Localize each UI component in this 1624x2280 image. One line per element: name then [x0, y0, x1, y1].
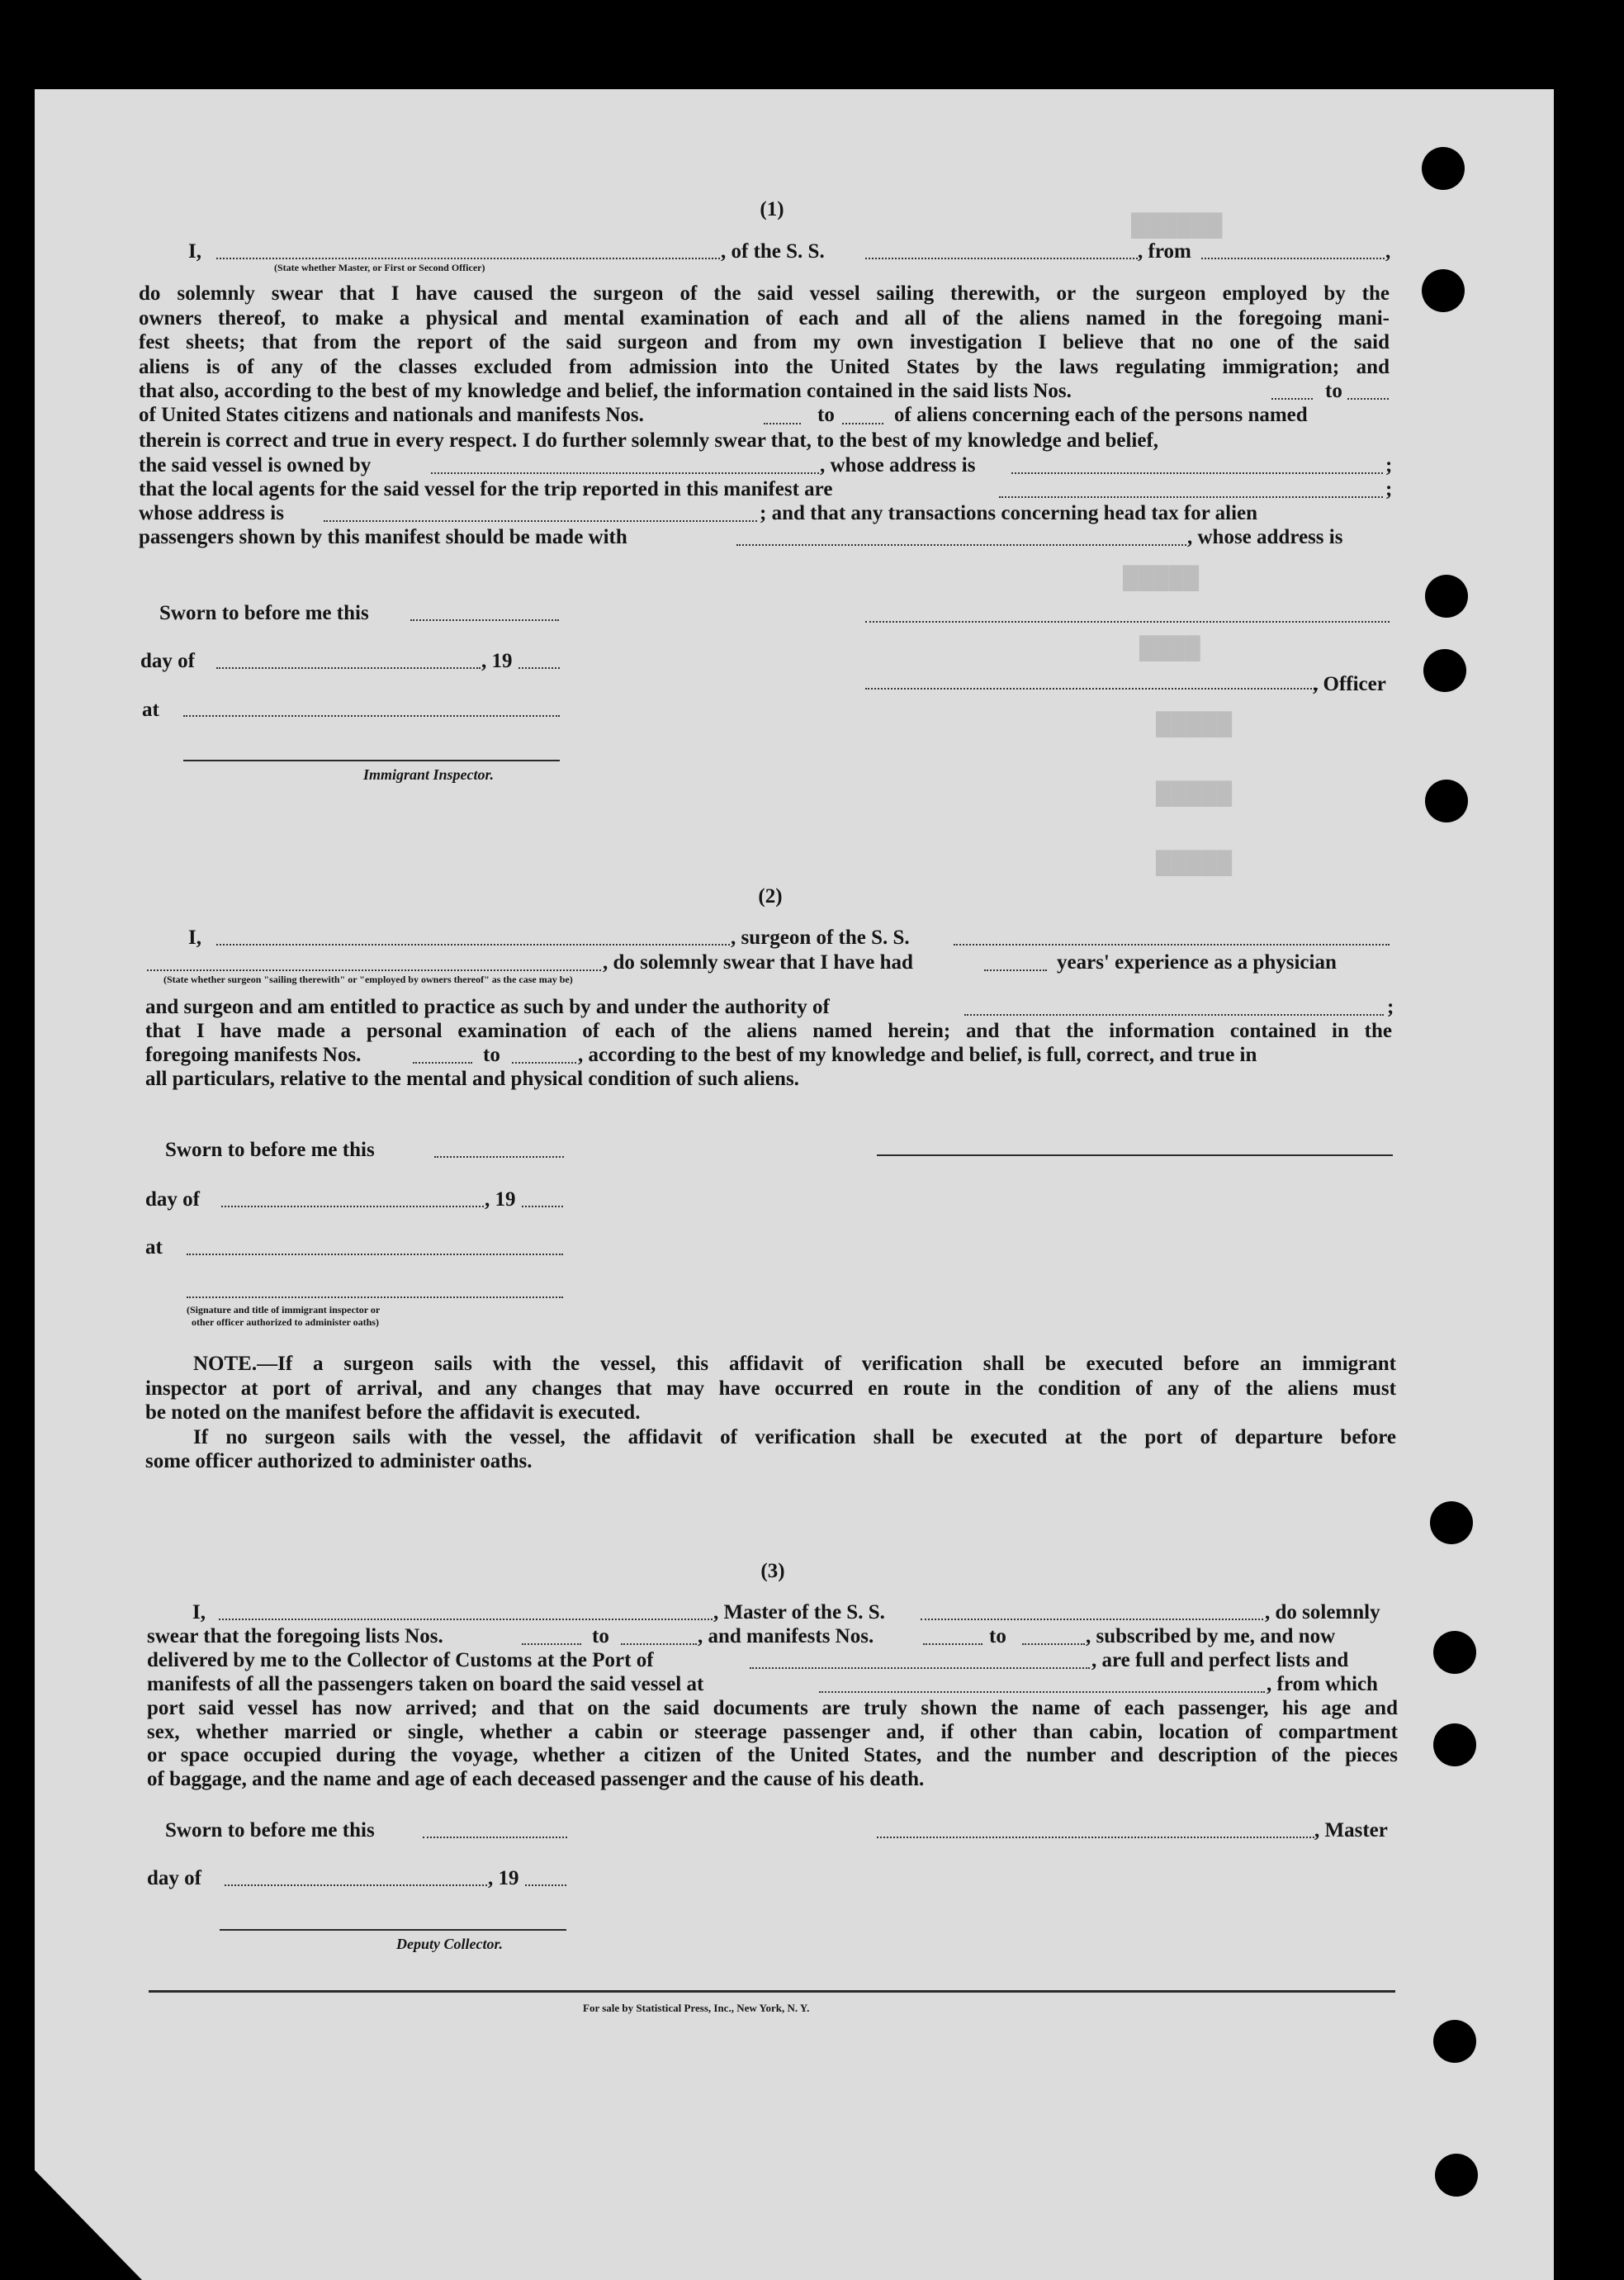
signature-note: other officer authorized to administer oaths): [192, 1316, 379, 1328]
place-field[interactable]: [183, 715, 560, 717]
owner-address-field[interactable]: [1011, 472, 1383, 474]
vessel-name-field[interactable]: [921, 1619, 1263, 1620]
address-label: , whose address is: [820, 454, 976, 476]
day-of-label: day of: [147, 1867, 201, 1889]
semicolon: ;: [1385, 454, 1393, 476]
at-label: at: [142, 699, 159, 721]
deputy-caption: Deputy Collector.: [396, 1936, 503, 1952]
years-text: years' experience as a physician: [1057, 951, 1337, 974]
punch-hole: [1433, 1631, 1476, 1674]
month-field[interactable]: [221, 1206, 484, 1207]
swear-text: , do solemnly swear that I have had: [603, 951, 913, 974]
to-label: to: [989, 1625, 1006, 1647]
surgeon-note: (State whether surgeon "sailing therewith" or "employed by owners thereof" as the case may be): [163, 974, 573, 985]
sworn-date-field[interactable]: [410, 619, 559, 621]
section-2-heading: (2): [758, 885, 783, 908]
master-signature-line[interactable]: [877, 1837, 1314, 1838]
semicolon: ;: [1387, 996, 1394, 1018]
bleed-through: ████: [1139, 636, 1200, 660]
lists-to-field[interactable]: [621, 1643, 697, 1645]
subscribed-text: , subscribed by me, and now: [1086, 1625, 1336, 1647]
footer-rule: [149, 1990, 1395, 1993]
master-label: , Master: [1314, 1819, 1388, 1842]
oath-line: fest sheets; that from the report of the said surgeon and from my own investigation I believe that no one of the said: [139, 331, 1390, 353]
master-of-label: , Master of the S. S.: [713, 1601, 885, 1623]
to-label: to: [817, 404, 835, 426]
particulars-line: all particulars, relative to the mental and physical condition of such aliens.: [145, 1068, 799, 1090]
printer-credit: For sale by Statistical Press, Inc., New York, N. Y.: [583, 2002, 810, 2014]
note-text: —If a surgeon sails with the vessel, this affidavit of verification shall be executed before an immigrant: [257, 1353, 1396, 1375]
note-label: NOTE.: [193, 1353, 258, 1375]
officer-signature-line[interactable]: [187, 1296, 563, 1298]
semicolon: ;: [1385, 478, 1393, 500]
oath-line: or space occupied during the voyage, whether a citizen of the United States, and the number and description of the pieces: [147, 1744, 1398, 1766]
officer-label: , Officer: [1313, 673, 1386, 695]
punch-hole: [1425, 780, 1468, 822]
from-label: , from: [1138, 240, 1191, 263]
agents-text: that the local agents for the said vessel for the trip reported in this manifest are: [139, 478, 833, 500]
sworn-label: Sworn to before me this: [159, 602, 369, 624]
embarkation-port-field[interactable]: [819, 1691, 1265, 1693]
year-field[interactable]: [522, 1206, 563, 1207]
and-manifests-text: , and manifests Nos.: [698, 1625, 874, 1647]
bleed-through: ██████: [1131, 213, 1223, 237]
from-which-text: , from which: [1267, 1673, 1378, 1695]
delivered-text: delivered by me to the Collector of Customs at the Port of: [147, 1649, 654, 1671]
master-oath-paragraph: [147, 1697, 1398, 1791]
oath-line: of baggage, and the name and age of each deceased passenger and the cause of his death.: [147, 1767, 925, 1790]
swear-lists-text: swear that the foregoing lists Nos.: [147, 1625, 443, 1647]
bleed-through: █████: [1156, 781, 1233, 805]
of-aliens-text: of aliens concerning each of the persons named: [894, 404, 1308, 426]
officer-rank-field[interactable]: [216, 258, 720, 259]
sworn-date-field[interactable]: [434, 1156, 564, 1158]
note-line: If no surgeon sails with the vessel, the affidavit of verification shall be executed at the port of departure before: [193, 1425, 1396, 1448]
bleed-through: █████: [1156, 712, 1233, 736]
manifests-from-field[interactable]: [413, 1062, 472, 1064]
i-label: I,: [188, 927, 201, 949]
bleed-through: █████: [1123, 566, 1200, 590]
lists-from-field[interactable]: [522, 1643, 581, 1645]
punch-hole: [1425, 575, 1468, 618]
oath-paragraph: [139, 282, 1390, 379]
do-solemnly-label: , do solemnly: [1265, 1601, 1380, 1623]
oath-line: port said vessel has now arrived; and that on the said documents are truly shown the name of each passenger, his age and: [147, 1697, 1398, 1719]
to-label: to: [483, 1044, 500, 1066]
lists-nos-text: that also, according to the best of my knowledge and belief, the information contained in the said lists Nos.: [139, 380, 1072, 402]
bleed-through: █████: [1156, 851, 1233, 875]
punch-hole: [1430, 1501, 1473, 1544]
port-field[interactable]: [750, 1667, 1090, 1669]
rank-note: (State whether Master, or First or Second Officer): [274, 262, 485, 273]
at-label: at: [145, 1236, 163, 1259]
punch-hole: [1433, 1723, 1476, 1766]
year-label: , 19: [481, 650, 513, 672]
surgeon-name-field[interactable]: [216, 944, 730, 946]
vessel-name-field[interactable]: [865, 258, 1138, 259]
head-tax-text: ; and that any transactions concerning head tax for alien: [760, 502, 1258, 524]
passengers-text: passengers shown by this manifest should be made with: [139, 526, 627, 548]
i-label: I,: [192, 1601, 206, 1623]
signature-note: (Signature and title of immigrant inspector or: [187, 1304, 381, 1315]
authority-field[interactable]: [964, 1014, 1384, 1016]
address-label: , whose address is: [1187, 526, 1343, 548]
month-field[interactable]: [225, 1884, 487, 1886]
manifests-from-field[interactable]: [923, 1643, 982, 1645]
citizens-text: of United States citizens and nationals and manifests Nos.: [139, 404, 644, 426]
place-field[interactable]: [187, 1254, 563, 1255]
oath-line: owners thereof, to make a physical and mental examination of each and all of the aliens named in the foregoing mani-: [139, 306, 1390, 329]
sworn-label: Sworn to before me this: [165, 1819, 375, 1842]
agents-address-field[interactable]: [324, 520, 757, 522]
note-line: some officer authorized to administer oaths.: [145, 1450, 533, 1472]
inspector-signature-line[interactable]: [183, 760, 560, 761]
years-field[interactable]: [984, 969, 1047, 971]
punch-hole: [1423, 649, 1466, 692]
note-paragraph: [145, 1352, 1396, 1474]
sworn-date-field[interactable]: [423, 1837, 567, 1838]
head-tax-contact-field[interactable]: [736, 544, 1186, 546]
year-label: , 19: [485, 1188, 516, 1211]
manifests-text: foregoing manifests Nos.: [145, 1044, 362, 1066]
manifests-all-text: manifests of all the passengers taken on board the said vessel at: [147, 1673, 704, 1695]
punch-hole: [1422, 147, 1465, 190]
section-1-heading: (1): [760, 198, 784, 220]
surgeon-of-label: , surgeon of the S. S.: [731, 927, 910, 949]
year-field[interactable]: [518, 667, 560, 669]
agents-field[interactable]: [999, 496, 1383, 498]
according-text: , according to the best of my knowledge and belief, is full, correct, and true in: [578, 1044, 1257, 1066]
manifests-to-field[interactable]: [842, 423, 883, 424]
oath-line: therein is correct and true in every respect. I do further solemnly swear that, to the best of my knowledge and belief,: [139, 429, 1159, 452]
note-line: [145, 1352, 1396, 1377]
i-label: I,: [188, 240, 201, 263]
to-label: to: [592, 1625, 609, 1647]
master-name-field[interactable]: [219, 1619, 713, 1620]
manifests-to-field[interactable]: [1022, 1643, 1085, 1645]
punch-hole: [1435, 2154, 1478, 2197]
address-label: whose address is: [139, 502, 284, 524]
owned-by-label: the said vessel is owned by: [139, 454, 372, 476]
of-ss-label: , of the S. S.: [721, 240, 825, 263]
comma: ,: [1385, 240, 1391, 263]
manifests-from-field[interactable]: [764, 423, 801, 424]
oath-line: aliens is of any of the classes excluded from admission into the United States by the laws regulating immigration; and: [139, 355, 1390, 378]
sworn-label: Sworn to before me this: [165, 1139, 375, 1161]
full-perfect-text: , are full and perfect lists and: [1091, 1649, 1349, 1671]
punch-hole: [1433, 2020, 1476, 2063]
inspector-caption: Immigrant Inspector.: [363, 766, 495, 783]
lists-to-field[interactable]: [1347, 398, 1389, 400]
note-line: be noted on the manifest before the affidavit is executed.: [145, 1401, 641, 1424]
day-of-label: day of: [140, 650, 195, 672]
manifests-to-field[interactable]: [512, 1062, 576, 1064]
vessel-name-field[interactable]: [954, 944, 1390, 946]
year-label: , 19: [488, 1867, 519, 1889]
day-of-label: day of: [145, 1188, 200, 1211]
officer-signature-line-2[interactable]: [865, 688, 1318, 690]
year-field[interactable]: [525, 1884, 566, 1886]
surgeon-status-field[interactable]: [147, 969, 601, 971]
surgeon-signature-line[interactable]: [877, 1154, 1393, 1156]
deputy-signature-line[interactable]: [220, 1929, 566, 1931]
authority-text: and surgeon and am entitled to practice as such by and under the authority of: [145, 996, 830, 1018]
owner-field[interactable]: [431, 472, 819, 474]
punch-hole: [1422, 269, 1465, 312]
officer-signature-line-1[interactable]: [865, 621, 1390, 623]
note-line: inspector at port of arrival, and any changes that may have occurred en route in the condition of any of the aliens must: [145, 1377, 1396, 1400]
lists-from-field[interactable]: [1271, 398, 1313, 400]
section-3-heading: (3): [760, 1560, 785, 1582]
exam-line: that I have made a personal examination of each of the aliens named herein; and that the information contained in the: [145, 1020, 1392, 1042]
to-label: to: [1325, 380, 1342, 402]
oath-line: do solemnly swear that I have caused the surgeon of the said vessel sailing therewith, or the surgeon employed by the: [139, 282, 1390, 305]
month-field[interactable]: [216, 667, 481, 669]
from-port-field[interactable]: [1201, 258, 1385, 259]
oath-line: sex, whether married or single, whether a cabin or steerage passenger and, if other than cabin, location of compartment: [147, 1720, 1398, 1743]
